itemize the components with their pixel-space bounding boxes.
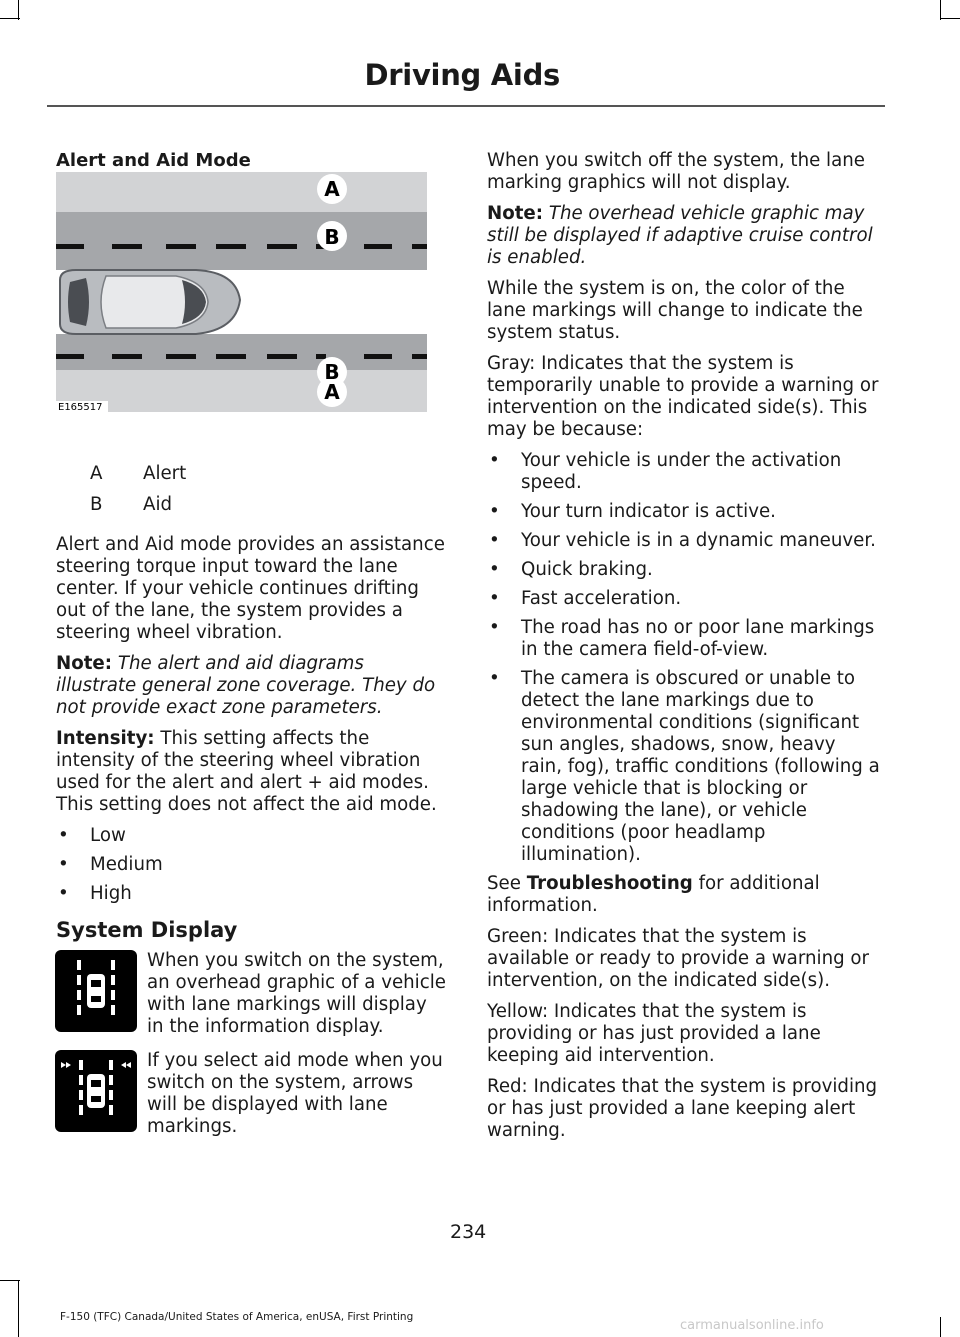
- page-title: Driving Aids: [364, 58, 560, 92]
- list-item: • Fast acceleration.: [489, 588, 682, 609]
- key-row: A Alert: [90, 463, 187, 484]
- crop-mark: [0, 1280, 20, 1281]
- list-item: • Your vehicle is in a dynamic maneuver.: [489, 530, 876, 551]
- crop-mark: [940, 0, 941, 20]
- footer-text: F-150 (TFC) Canada/United States of America, enUSA, First Printing: [60, 1311, 414, 1323]
- list-item: • The camera is obscured or unable to detect the lane markings due to environmental conditions (significant sun angles, shadows, snow, heavy rain, fog), traffic conditions (following a large vehicle that is blocking or shadowing the lane), or vehicle conditions (poor headlamp illumination).: [489, 668, 880, 865]
- list-item: • Quick braking.: [489, 559, 653, 580]
- alert-aid-diagram: [56, 172, 427, 412]
- callout-a: A: [324, 177, 340, 201]
- callout-b: B: [324, 360, 340, 384]
- callout-a: A: [324, 380, 340, 404]
- section-heading: System Display: [56, 918, 238, 942]
- troubleshooting-link[interactable]: Troubleshooting: [526, 873, 693, 894]
- page-number: 234: [450, 1221, 487, 1243]
- note: Note: The alert and aid diagrams illustrate general zone coverage. They do not provide exact zone parameters.: [56, 653, 436, 718]
- key-row: B Aid: [90, 494, 173, 515]
- troubleshooting-reference: See Troubleshooting for additional information.: [487, 873, 820, 916]
- intensity-paragraph: Intensity: This setting affects the intensity of the steering wheel vibration used for the alert and alert + aid modes. This setting does not affect the aid mode.: [56, 728, 437, 815]
- figure-code: E165517: [58, 402, 103, 412]
- left-column-body: [56, 463, 448, 961]
- list-item: • Medium: [58, 854, 163, 875]
- paragraph: Green: Indicates that the system is available or ready to provide a warning or intervention, on the indicated side(s).: [487, 926, 870, 991]
- car-graphic: [60, 270, 240, 334]
- section-title: Alert and Aid Mode: [56, 150, 251, 171]
- crop-mark: [18, 1280, 19, 1337]
- display-paragraph-2: If you select aid mode when you switch on the system, arrows will be displayed with lane markings.: [147, 1050, 443, 1137]
- crop-mark: [0, 18, 20, 19]
- paragraph: Gray: Indicates that the system is temporarily unable to provide a warning or intervention on the indicated side(s). This may be because:: [487, 353, 879, 440]
- callout-b: B: [324, 225, 340, 249]
- right-column: [487, 150, 882, 1151]
- list-item: • Your vehicle is under the activation speed.: [489, 450, 842, 493]
- list-item: • Your turn indicator is active.: [489, 501, 776, 522]
- header-rule: [47, 105, 885, 107]
- watermark: carmanualsonline.info: [680, 1318, 824, 1333]
- display-paragraph-1: When you switch on the system, an overhead graphic of a vehicle with lane markings will display in the information display.: [147, 950, 446, 1037]
- paragraph: Red: Indicates that the system is providing or has just provided a lane keeping alert warning.: [487, 1076, 878, 1141]
- list-item: • Low: [58, 825, 126, 846]
- paragraph: Yellow: Indicates that the system is providing or has just provided a lane keeping aid intervention.: [487, 1001, 821, 1066]
- paragraph: Alert and Aid mode provides an assistance steering torque input toward the lane center. If your vehicle continues drifting out of the lane, the system provides a steering wheel vibration.: [56, 534, 445, 643]
- list-item: • High: [58, 883, 132, 904]
- crop-mark: [940, 18, 960, 19]
- paragraph: When you switch off the system, the lane marking graphics will not display.: [487, 150, 865, 193]
- note: Note: The overhead vehicle graphic may still be displayed if adaptive cruise control is enabled.: [487, 203, 873, 268]
- paragraph: While the system is on, the color of the lane markings will change to indicate the system status.: [487, 278, 863, 343]
- crop-mark: [940, 1317, 941, 1337]
- list-item: • The road has no or poor lane markings in the camera field-of-view.: [489, 617, 875, 660]
- crop-mark: [18, 0, 19, 20]
